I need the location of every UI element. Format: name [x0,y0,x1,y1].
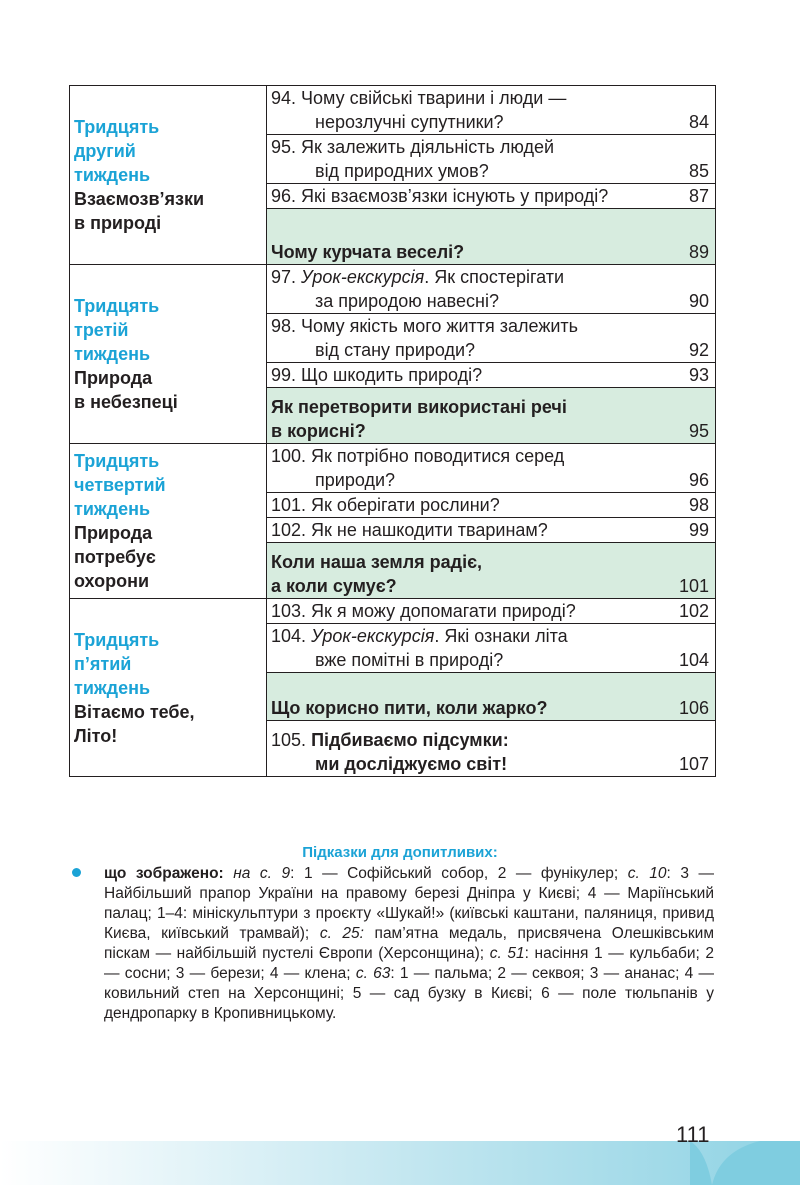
page-ref: 93 [688,365,709,385]
week-theme: Природа [74,368,153,388]
week-label: Тридцять [74,296,160,316]
lesson-title: 102. Як не нашкодити тваринам? [271,520,548,540]
lesson-title: 104. Урок-екскурсія. Які ознаки літа вже помітні в природі? [271,626,568,670]
week-label: Тридцять [74,117,160,137]
week-label: четвертий [74,475,166,495]
lesson-title: Чому курчата веселі? [271,242,465,262]
lesson-cell [267,493,716,518]
week-label: тиждень [74,677,151,698]
lesson-title: 100. Як потрібно поводитися серед природи? [271,446,565,490]
hints-title: Підказки для допитливих: [302,844,498,861]
page-ref: 106 [678,698,709,718]
lesson-title: Що корисно пити, коли жарко? [271,698,548,718]
toc-row [70,444,716,493]
week-theme: Взаємозв’язки [74,189,205,209]
page-ref: 85 [688,161,709,181]
page-ref: 107 [678,754,709,774]
lesson-cell [267,265,716,314]
week-theme: Вітаємо тебе, [74,701,195,722]
highlighted-lesson-cell [267,673,716,721]
page-ref: 102 [678,601,709,621]
page-ref: 96 [688,470,709,490]
lesson-title: 101. Як оберігати рослини? [271,495,500,515]
page-ref: 87 [688,186,709,206]
week-theme: потребує [74,547,156,567]
page-ref: 90 [688,291,709,311]
lesson-title: 97. Урок-екскурсія. Як спостерігати за природою навесні? [271,267,565,311]
lesson-cell [267,599,716,624]
lesson-cell [267,135,716,184]
highlighted-lesson-cell [267,543,716,599]
page-ref: 99 [688,520,709,540]
lesson-cell [267,86,716,135]
lesson-title: 96. Які взаємозв’язки існують у природі? [271,186,609,206]
hints-lead: що зображено: [104,865,224,882]
lesson-cell [267,184,716,209]
lesson-title: 105. Підбиваємо підсумки: ми досліджуємо світ! [271,730,509,774]
week-label: Тридцять [74,629,160,650]
week-cell [70,86,267,265]
bullet-icon [72,868,81,877]
week-theme: охорони [74,571,150,591]
lesson-cell [267,363,716,388]
lesson-title: Як перетворити використані речі в корисні? [271,397,567,441]
lesson-cell [267,314,716,363]
lesson-cell [267,444,716,493]
week-theme: в природі [74,213,162,233]
week-label: тиждень [74,499,151,519]
hints-text: що зображено: на с. 9: 1 — Софійський собор, 2 — фунікулер; с. 10: 3 — Найбільший прапор України на правому березі Дніпра у Києві; 4 — Маріїнський палац; 1–4: мініскульптури з проєкту «Шукай!» (київські каштани, паляниця, привид Києва, київський трамвай); с. 25: пам’ятна медаль, присвячена Олешківським піскам — найбільшій пустелі Європи (Херсонщина); с. 51: насіння 1 — кульбаби; 2 — сосни; 3 — берези; 4 — клена; с. 63: 1 — пальма; 2 — секвоя; 3 — ананас; 4 — ковильний степ на Херсонщині; 5 — сад бузку в Києві; 6 — поле тюльпанів у дендропарку в Кропивницькому. [104,865,715,1022]
lesson-title: 103. Як я можу допомагати природі? [271,601,576,621]
week-cell [70,444,267,599]
week-cell [70,599,267,777]
page-ref: 92 [688,340,709,360]
page-ref: 104 [678,650,709,670]
page-ref: 89 [688,242,709,262]
page-ref: 98 [688,495,709,515]
week-label: тиждень [74,344,151,364]
week-theme: в небезпеці [74,392,178,412]
lesson-cell [267,624,716,673]
lesson-title: 95. Як залежить діяльність людей від природних умов? [271,137,555,181]
lesson-title: 98. Чому якість мого життя залежить від стану природи? [271,316,579,360]
page-ref: 84 [688,112,709,132]
page-ref: 101 [678,576,709,596]
toc-row [70,265,716,314]
lesson-title: Коли наша земля радіє, а коли сумує? [271,552,483,596]
highlighted-lesson-cell [267,388,716,444]
week-label: третій [74,320,129,340]
contents-table [69,85,716,777]
page-number: 111 [676,1122,710,1147]
page-ref: 95 [688,421,709,441]
lesson-cell [267,721,716,777]
week-cell [70,265,267,444]
week-theme: Природа [74,523,153,543]
toc-row [70,599,716,624]
week-label: тиждень [74,165,151,185]
lesson-title: 94. Чому свійські тварини і люди — нерозлучні супутники? [271,88,567,132]
highlighted-lesson-cell [267,209,716,265]
week-label: другий [74,141,136,161]
lesson-title: 99. Що шкодить природі? [271,365,483,385]
week-label: п’ятий [74,653,132,674]
week-theme: Літо! [74,725,118,746]
lesson-cell [267,518,716,543]
toc-row [70,86,716,135]
week-label: Тридцять [74,451,160,471]
